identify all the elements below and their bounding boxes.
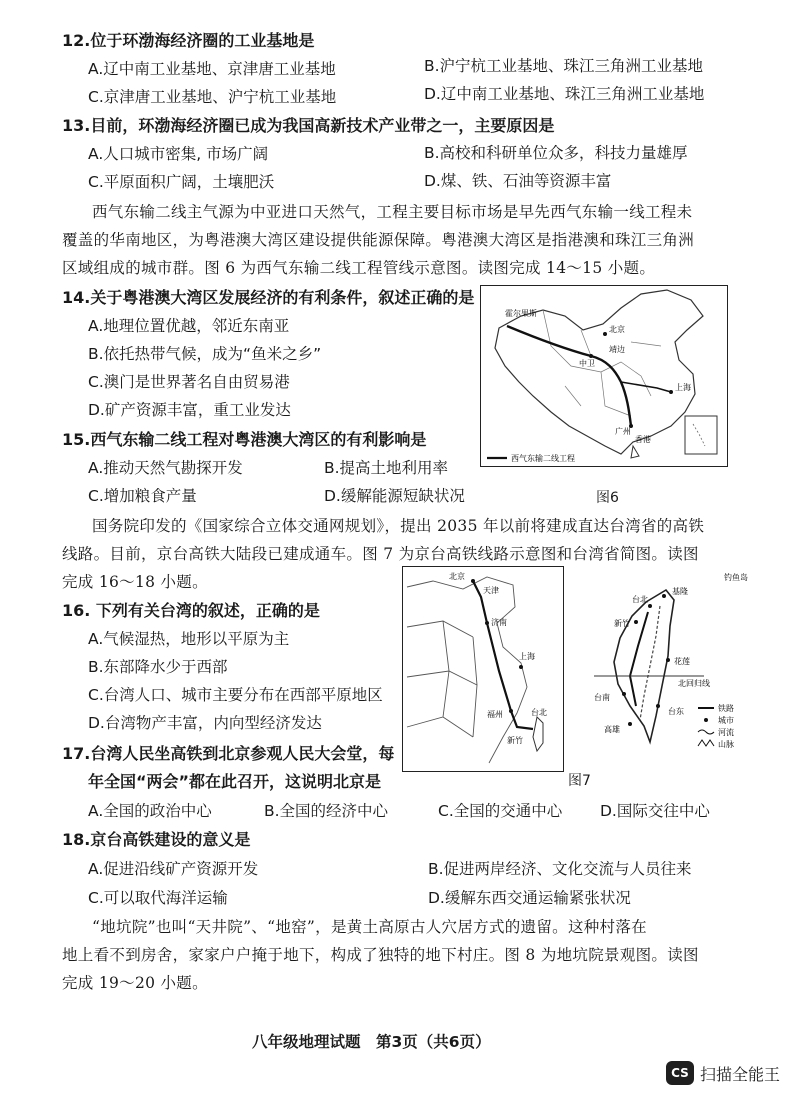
taibei-dot (648, 604, 652, 608)
q15-stem: 15.西气东输二线工程对粤港澳大湾区的有利影响是 (62, 430, 427, 449)
label-xinzhu: 新竹 (507, 736, 523, 745)
label-beijing: 北京 (449, 572, 465, 581)
figure-7-caption: 图7 (568, 773, 591, 789)
q12-option-d: D.辽中南工业基地、珠江三角洲工业基地 (424, 85, 705, 103)
label-beijing: 北京 (609, 325, 625, 334)
q17-stem-line2: 年全国“两会”都在此召开，这说明北京是 (88, 772, 382, 791)
label-jingbian: 靖边 (609, 345, 625, 354)
watermark-text: 扫描全能王 (699, 1064, 780, 1084)
label-taibei: 台北 (632, 595, 648, 604)
legend-city: 城市 (718, 716, 734, 725)
passage2-line3: 完成 16～18 小题。 (62, 573, 208, 591)
jingtai-rail-map (403, 567, 563, 771)
taidong-dot (656, 704, 660, 708)
q15-option-c: C.增加粮食产量 (88, 487, 197, 505)
q18-stem: 18.京台高铁建设的意义是 (62, 830, 251, 849)
beijing-dot (603, 332, 607, 336)
passage3-line2: 地上看不到房舍，家家户户掩于地下，构成了独特的地下村庄。图 8 为地坑院景观图。读图 (62, 946, 699, 964)
label-gaoxiong: 高雄 (604, 725, 620, 734)
hualian-dot (666, 658, 670, 662)
label-diaoyu: 钓鱼岛 (724, 573, 748, 582)
xinzhu-dot (634, 620, 638, 624)
passage3-line3: 完成 19～20 小题。 (62, 974, 208, 992)
label-jilong: 基隆 (672, 587, 688, 596)
q17-option-a: A.全国的政治中心 (88, 802, 212, 820)
taiwan-map (574, 566, 786, 766)
figure-7-rail-map (402, 566, 564, 772)
label-hongkong: 香港 (635, 435, 651, 444)
q13-option-a: A.人口城市密集, 市场广阔 (88, 145, 269, 163)
shanghai-dot (519, 665, 523, 669)
fuzhou-dot (509, 709, 513, 713)
shanghai-dot (669, 390, 673, 394)
q18-option-d: D.缓解东西交通运输紧张状况 (428, 889, 631, 907)
label-jinan: 济南 (491, 618, 507, 627)
q16-option-c: C.台湾人口、城市主要分布在西部平原地区 (88, 686, 383, 704)
label-taidong: 台东 (668, 707, 684, 716)
label-shanghai: 上海 (519, 652, 535, 661)
q13-option-b: B.高校和科研单位众多，科技力量雄厚 (424, 144, 688, 162)
label-guangzhou: 广州 (615, 427, 631, 436)
china-pipeline-map (481, 286, 727, 466)
q14-option-b: B.依托热带气候，成为“鱼米之乡” (88, 345, 322, 363)
label-khorgos: 霍尔果斯 (505, 309, 537, 318)
legend-river: 河流 (718, 728, 734, 737)
q16-stem: 16. 下列有关台湾的叙述，正确的是 (62, 601, 320, 620)
q18-option-a: A.促进沿线矿产资源开发 (88, 860, 259, 878)
passage1-line3: 区域组成的城市群。图 6 为西气东输二线工程管线示意图。读图完成 14～15 小题。 (62, 259, 656, 277)
label-zhongwei: 中卫 (579, 359, 595, 368)
page-footer: 八年级地理试题 第3页（共6页） (252, 1033, 491, 1051)
legend-mountain-icon (698, 740, 714, 746)
q15-option-b: B.提高土地利用率 (324, 459, 449, 477)
legend-mountain: 山脉 (718, 740, 734, 749)
q12-option-c: C.京津唐工业基地、沪宁杭工业基地 (88, 88, 337, 106)
legend-river-icon (698, 730, 714, 734)
label-tropic: 北回归线 (678, 679, 710, 688)
jinan-dot (485, 621, 489, 625)
q12-option-b: B.沪宁杭工业基地、珠江三角洲工业基地 (424, 57, 704, 75)
beijing-dot (471, 579, 475, 583)
q17-option-b: B.全国的经济中心 (264, 802, 389, 820)
hainan-island (631, 446, 639, 458)
q13-option-c: C.平原面积广阔，土壤肥沃 (88, 173, 275, 191)
label-tianjin: 天津 (483, 586, 499, 595)
scanner-watermark (666, 1061, 780, 1085)
passage2-line2: 线路。目前，京台高铁大陆段已建成通车。图 7 为京台高铁线路示意图和台湾省简图。读图 (62, 545, 699, 563)
taiwan-outline (533, 717, 543, 751)
camscanner-logo-icon: CS (666, 1061, 694, 1085)
label-fuzhou: 福州 (487, 710, 503, 719)
legend-rail: 铁路 (718, 704, 734, 713)
taiwan-outline (614, 590, 674, 742)
q14-option-d: D.矿产资源丰富，重工业发达 (88, 401, 291, 419)
passage2-line1: 国务院印发的《国家综合立体交通网规划》，提出 2035 年以前将建成直达台湾省的高铁 (92, 517, 705, 535)
south-sea-inset (685, 416, 717, 454)
q12-option-a: A.辽中南工业基地、京津唐工业基地 (88, 60, 336, 78)
q14-option-c: C.澳门是世界著名自由贸易港 (88, 373, 290, 391)
q17-option-c: C.全国的交通中心 (438, 802, 563, 820)
passage3-line1: “地坑院”也叫“天井院”、“地窑”，是黄土高原古人穴居方式的遗留。这种村落在 (92, 918, 647, 936)
legend-city-icon (704, 718, 708, 722)
q18-option-c: C.可以取代海洋运输 (88, 889, 228, 907)
q15-option-d: D.缓解能源短缺状况 (324, 487, 465, 505)
figure-6-caption: 图6 (596, 490, 619, 506)
figure-6-map (480, 285, 728, 467)
label-xinzhu: 新竹 (614, 619, 630, 628)
q14-stem: 14.关于粤港澳大湾区发展经济的有利条件，叙述正确的是 (62, 288, 475, 307)
figure-7-taiwan-map (574, 566, 786, 766)
q16-option-b: B.东部降水少于西部 (88, 658, 228, 676)
label-taibei: 台北 (531, 708, 547, 717)
label-hualian: 花莲 (674, 657, 690, 666)
q13-stem: 13.目前，环渤海经济圈已成为我国高新技术产业带之一，主要原因是 (62, 116, 555, 135)
label-tainan: 台南 (594, 693, 610, 702)
q12-stem: 12.位于环渤海经济圈的工业基地是 (62, 31, 315, 50)
passage1-line2: 覆盖的华南地区，为粤港澳大湾区建设提供能源保障。粤港澳大湾区是指港澳和珠江三角洲 (62, 231, 695, 249)
tainan-dot (622, 692, 626, 696)
zhongwei-dot (589, 354, 593, 358)
passage1-line1: 西气东输二线主气源为中亚进口天然气，工程主要目标市场是早先西气东输一线工程未 (92, 203, 693, 221)
q16-option-a: A.气候湿热，地形以平原为主 (88, 630, 290, 648)
q13-option-d: D.煤、铁、石油等资源丰富 (424, 172, 612, 190)
jilong-dot (662, 594, 666, 598)
legend-label: 西气东输二线工程 (511, 454, 575, 463)
q14-option-a: A.地理位置优越，邻近东南亚 (88, 317, 290, 335)
q17-option-d: D.国际交往中心 (600, 802, 710, 820)
q15-option-a: A.推动天然气勘探开发 (88, 459, 243, 477)
q16-option-d: D.台湾物产丰富，内向型经济发达 (88, 714, 322, 732)
q17-stem-line1: 17.台湾人民坐高铁到北京参观人民大会堂，每 (62, 744, 395, 763)
gaoxiong-dot (628, 722, 632, 726)
label-shanghai: 上海 (675, 383, 691, 392)
q18-option-b: B.促进两岸经济、文化交流与人员往来 (428, 860, 692, 878)
